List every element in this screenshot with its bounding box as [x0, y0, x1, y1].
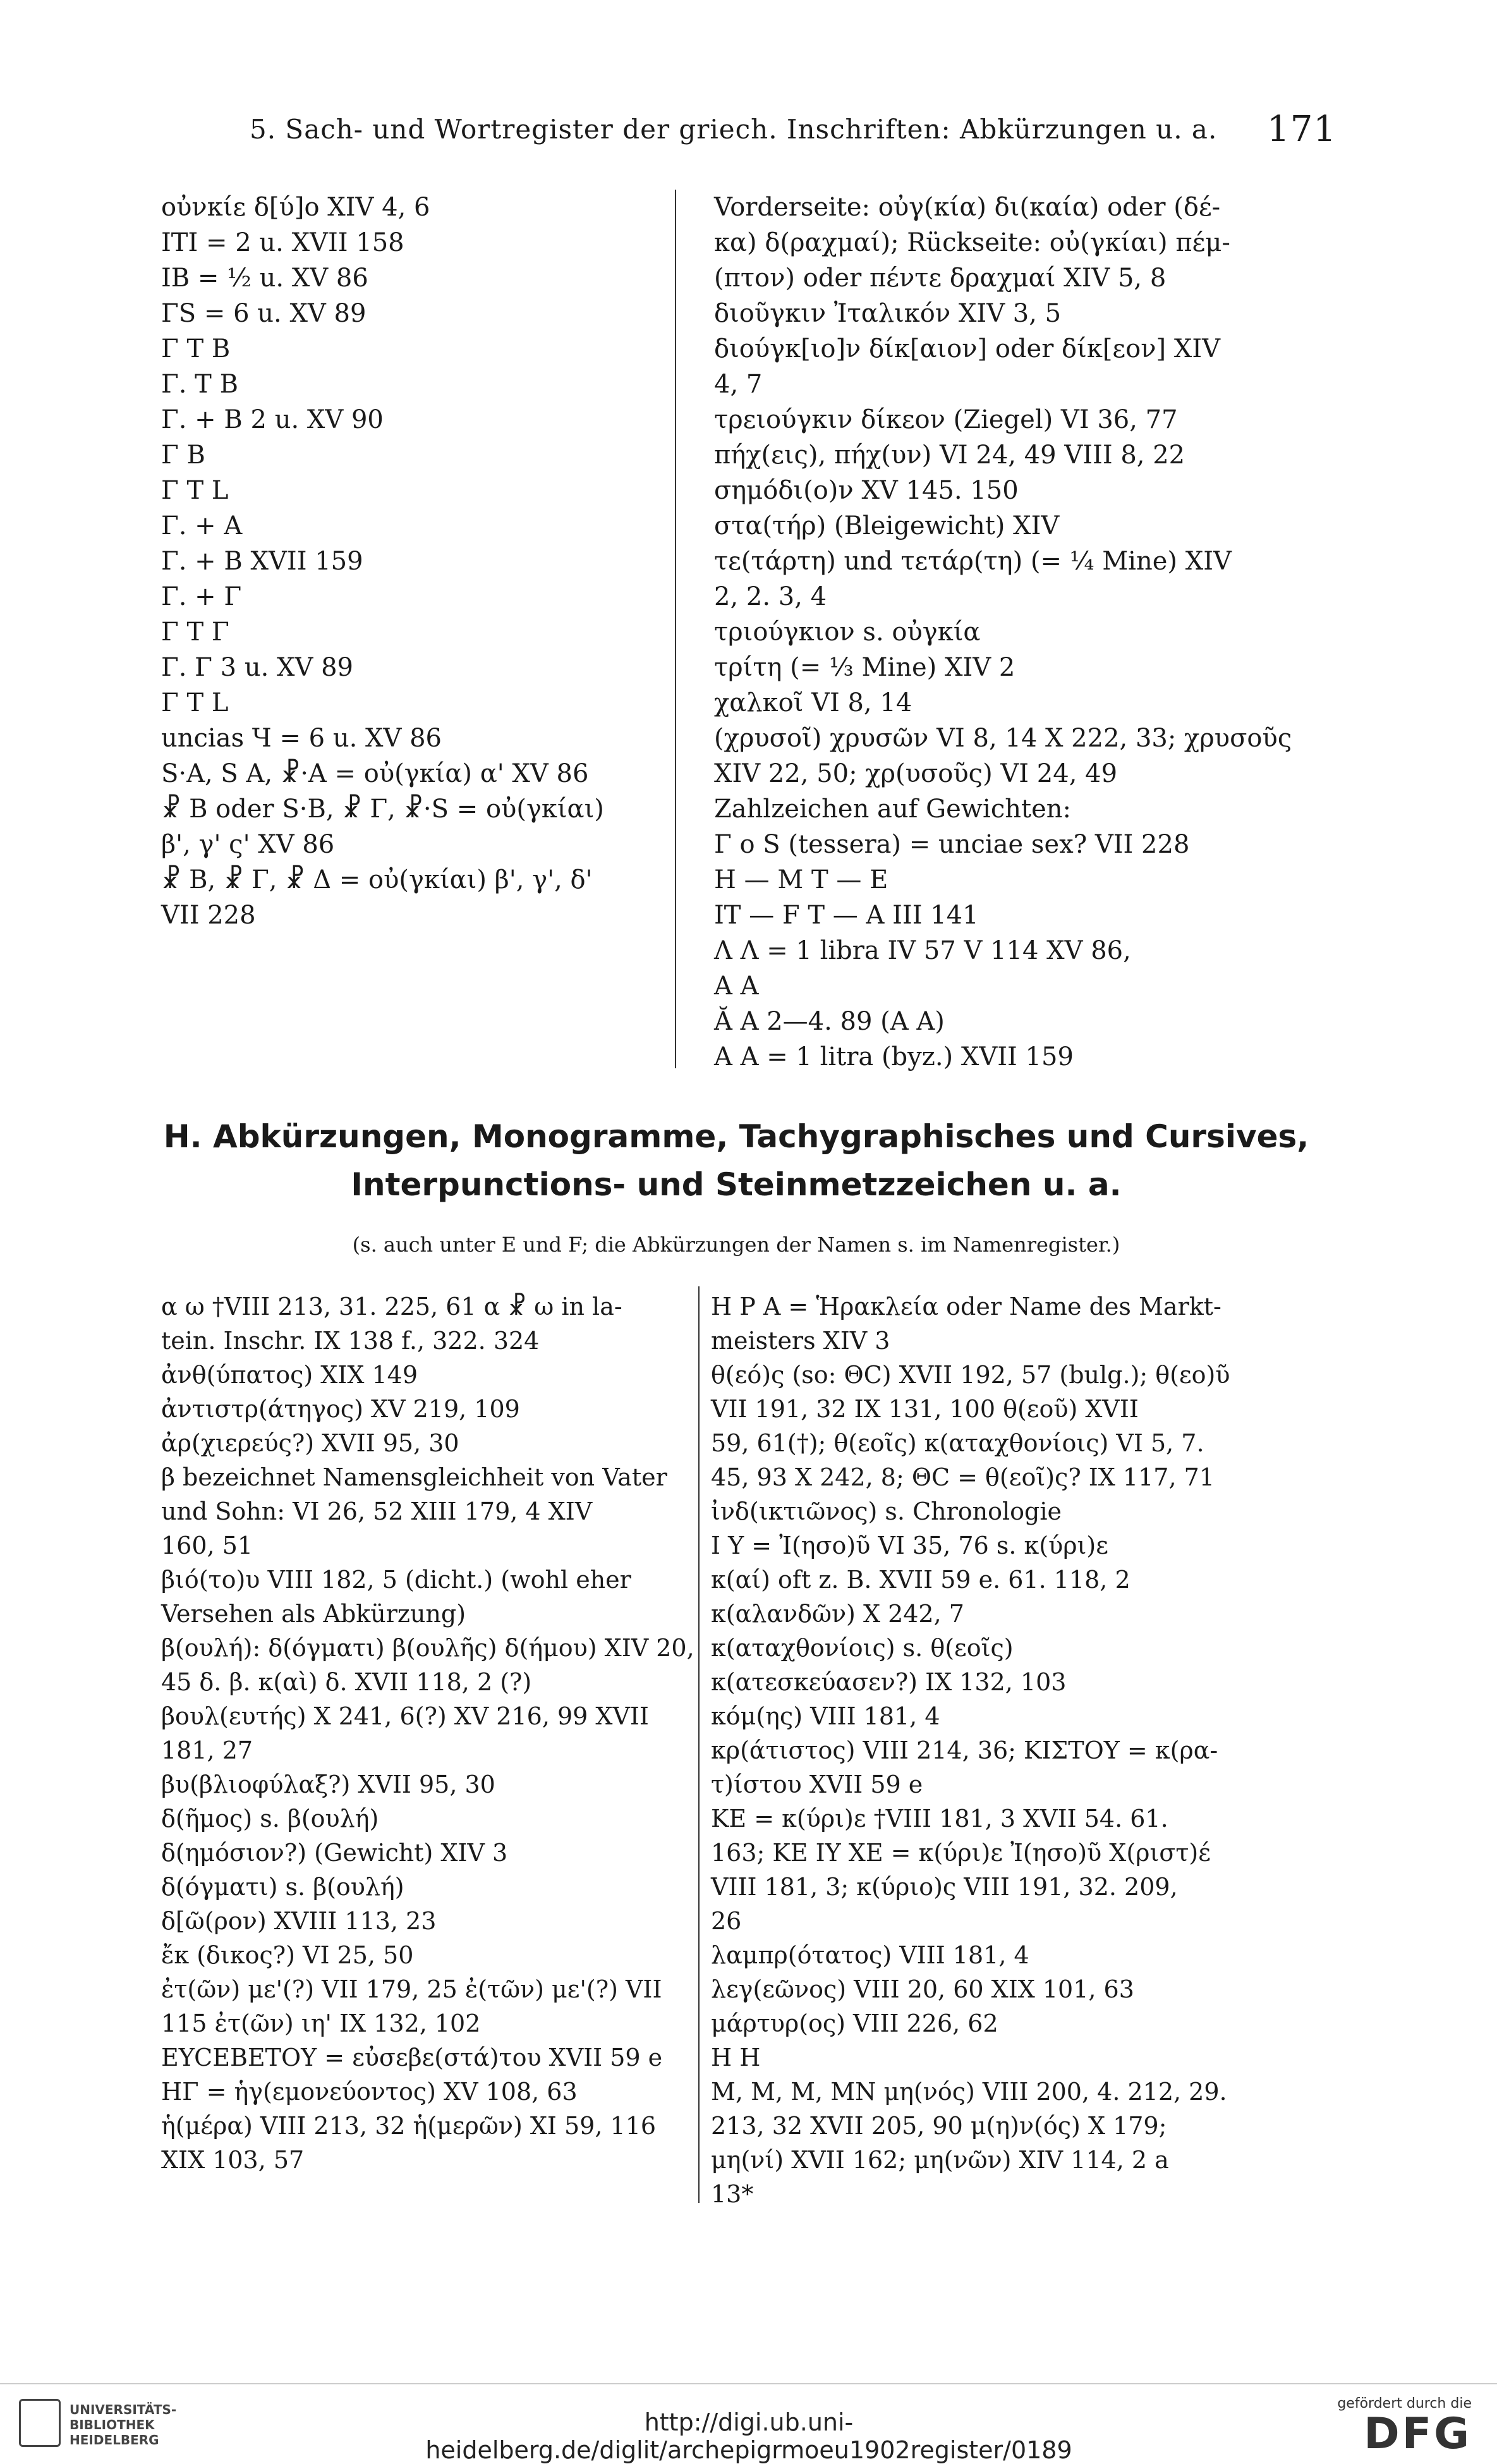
- index-line: α ω †VIII 213, 31. 225, 61 α ☧ ω in la-: [161, 1293, 622, 1320]
- index-line: κόμ(ης) VIII 181, 4: [711, 1702, 940, 1730]
- top-right-column: [714, 190, 1314, 1075]
- index-line: 2, 2. 3, 4: [714, 582, 827, 611]
- library-line: BIBLIOTHEK: [70, 2417, 155, 2432]
- index-line: Γ Β: [161, 441, 205, 470]
- index-line: β bezeichnet Namensgleichheit von Vater: [161, 1463, 667, 1491]
- index-line: κρ(άτιστος) VIII 214, 36; KIΣTOY = κ(ρα-: [711, 1736, 1218, 1764]
- index-line: Γ o S (tessera) = unciae sex? VII 228: [714, 830, 1190, 859]
- index-line: Γ Τ Β: [161, 334, 231, 363]
- index-line: 13*: [711, 2180, 754, 2208]
- index-line: λαμπρ(ότατος) VIII 181, 4: [711, 1941, 1029, 1969]
- index-line: uncias Ч = 6 u. XV 86: [161, 724, 442, 753]
- index-line: XIX 103, 57: [161, 2146, 305, 2174]
- index-line: Γ. Τ Β: [161, 370, 238, 399]
- index-line: 163; KE IY XE = κ(ύρι)ε Ἰ(ησο)ῦ X(ριστ)έ: [711, 1839, 1211, 1867]
- index-line: H — M T — E: [714, 865, 888, 894]
- index-line: λεγ(εῶνος) VIII 20, 60 XIX 101, 63: [711, 1975, 1134, 2003]
- index-line: κ(αί) oft z. B. XVII 59 e. 61. 118, 2: [711, 1566, 1130, 1594]
- index-line: ἡ(μέρα) VIII 213, 32 ἡ(μερῶν) XI 59, 116: [161, 2112, 657, 2140]
- running-head-title: 5. Sach- und Wortregister der griech. Inschriften: Abkürzungen u. a.: [250, 114, 1218, 145]
- index-line: Γ Τ L: [161, 688, 229, 717]
- index-line: κ(ατεσκεύασεν?) IX 132, 103: [711, 1668, 1067, 1696]
- index-line: VIII 181, 3; κ(ύριο)ς VIII 191, 32. 209,: [711, 1873, 1178, 1901]
- index-line: H H: [711, 2044, 761, 2071]
- index-line: Zahlzeichen auf Gewichten:: [714, 795, 1071, 824]
- section-heading-line2: Interpunctions- und Steinmetzzeichen u. a.: [351, 1166, 1122, 1203]
- index-line: ἀρ(χιερεύς?) XVII 95, 30: [161, 1429, 459, 1457]
- index-line: Versehen als Abkürzung): [161, 1600, 466, 1628]
- top-left-column: [161, 190, 667, 933]
- index-line: 213, 32 XVII 205, 90 μ(η)ν(ός) X 179;: [711, 2112, 1167, 2140]
- index-line: ΓS = 6 u. XV 89: [161, 299, 367, 328]
- library-line: UNIVERSITÄTS-: [70, 2402, 177, 2417]
- index-line: Γ. Γ 3 u. XV 89: [161, 653, 353, 682]
- index-line: A A = 1 litra (byz.) XVII 159: [714, 1042, 1074, 1071]
- index-line: βουλ(ευτής) X 241, 6(?) XV 216, 99 XVII: [161, 1702, 649, 1730]
- index-line: τριούγκιον s. οὐγκία: [714, 618, 981, 647]
- index-line: β', γ' ς' XV 86: [161, 830, 335, 859]
- index-line: βιό(το)υ VIII 182, 5 (dicht.) (wohl eher: [161, 1566, 631, 1594]
- index-line: HΓ = ἡγ(εμονεύοντος) XV 108, 63: [161, 2078, 578, 2106]
- index-line: 115 ἐτ(ῶν) ιη' IX 132, 102: [161, 2010, 481, 2037]
- index-line: Ă A 2—4. 89 (A A): [714, 1007, 945, 1036]
- index-line: Γ Τ L: [161, 476, 229, 505]
- index-line: ☧ B, ☧ Γ, ☧ Δ = οὐ(γκίαι) β', γ', δ': [161, 865, 593, 894]
- index-line: meisters XIV 3: [711, 1327, 890, 1355]
- index-line: ΙΒ = ½ u. XV 86: [161, 264, 368, 293]
- index-line: δ(ῆμος) s. β(ουλή): [161, 1805, 379, 1833]
- source-url-link[interactable]: http://digi.ub.uni-heidelberg.de/diglit/archepigrmoeu1902register/0189: [425, 2408, 1072, 2464]
- index-line: H P A = Ἡρακλεία oder Name des Markt-: [711, 1293, 1221, 1320]
- index-line: μη(νί) XVII 162; μη(νῶν) XIV 114, 2 a: [711, 2146, 1169, 2174]
- index-line: τ)ίστου XVII 59 e: [711, 1771, 923, 1798]
- column-divider: [698, 1286, 700, 2203]
- index-line: 26: [711, 1907, 742, 1935]
- index-line: EYCEBETOY = εὐσεβε(στά)του XVII 59 e: [161, 2044, 663, 2071]
- index-line: und Sohn: VI 26, 52 XIII 179, 4 XIV: [161, 1497, 593, 1525]
- index-line: δ(όγματι) s. β(ουλή): [161, 1873, 404, 1901]
- section-note: (s. auch unter E und F; die Abkürzungen der Namen s. im Namenregister.): [352, 1233, 1120, 1257]
- index-line: ἰνδ(ικτιῶνος) s. Chronologie: [711, 1497, 1062, 1525]
- index-line: διοῦγκιν Ἰταλικόν XIV 3, 5: [714, 299, 1062, 328]
- index-line: 59, 61(†); θ(εοῖς) κ(αταχθονίοις) VI 5, 7.: [711, 1429, 1204, 1457]
- index-line: 45 δ. β. κ(αὶ) δ. XVII 118, 2 (?): [161, 1668, 532, 1696]
- index-line: ἀνθ(ύπατος) XIX 149: [161, 1361, 418, 1389]
- index-line: KE = κ(ύρι)ε †VIII 181, 3 XVII 54. 61.: [711, 1805, 1168, 1833]
- index-line: ἔκ (δικος?) VI 25, 50: [161, 1941, 414, 1969]
- section-heading-line1: H. Abkürzungen, Monogramme, Tachygraphisches und Cursives,: [163, 1118, 1309, 1155]
- index-line: XIV 22, 50; χρ(υσοῦς) VI 24, 49: [714, 759, 1118, 788]
- index-line: ἐτ(ῶν) με'(?) VII 179, 25 ἐ(τῶν) με'(?) VII: [161, 1975, 662, 2003]
- index-line: (χρυσοῖ) χρυσῶν VI 8, 14 X 222, 33; χρυσοῦς: [714, 724, 1292, 753]
- index-line: δ(ημόσιον?) (Gewicht) XIV 3: [161, 1839, 508, 1867]
- index-line: 45, 93 X 242, 8; ΘC = θ(εοῖ)ς? IX 117, 71: [711, 1463, 1215, 1491]
- index-line: κ(αλανδῶν) X 242, 7: [711, 1600, 964, 1628]
- index-line: VII 191, 32 IX 131, 100 θ(εοῦ) XVII: [711, 1395, 1139, 1423]
- index-line: σημόδι(ο)ν XV 145. 150: [714, 476, 1019, 505]
- index-line: tein. Inschr. IX 138 f., 322. 324: [161, 1327, 540, 1355]
- dfg-logo: DFG: [1364, 2409, 1472, 2459]
- index-line: δ[ῶ(ρον) XVIII 113, 23: [161, 1907, 437, 1935]
- index-line: οὐνκίε δ[ύ]ο XIV 4, 6: [161, 193, 430, 222]
- index-line: Γ. + Γ: [161, 582, 242, 611]
- index-line: τρίτη (= ⅓ Mine) XIV 2: [714, 653, 1015, 682]
- index-line: β(ουλή): δ(όγματι) β(ουλῆς) δ(ήμου) XIV 20,: [161, 1634, 694, 1662]
- library-line: HEIDELBERG: [70, 2432, 159, 2448]
- index-line: κ(αταχθονίοις) s. θ(εοῖς): [711, 1634, 1014, 1662]
- index-line: Γ. + Β 2 u. XV 90: [161, 405, 384, 434]
- index-line: S·A, S A, ☧·A = οὐ(γκία) α' XV 86: [161, 759, 589, 788]
- index-line: I Y = Ἰ(ησο)ῦ VI 35, 76 s. κ(ύρι)ε: [711, 1532, 1108, 1559]
- index-line: Γ Τ Γ: [161, 618, 229, 647]
- index-line: (πτον) oder πέντε δραχμαί XIV 5, 8: [714, 264, 1167, 293]
- index-line: τρειούγκιν δίκεον (Ziegel) VI 36, 77: [714, 405, 1178, 434]
- index-line: VII 228: [161, 901, 256, 930]
- bottom-left-column: [161, 1290, 694, 2177]
- index-line: M, M, M, MN μη(νός) VIII 200, 4. 212, 29.: [711, 2078, 1227, 2106]
- index-line: τε(τάρτη) und τετάρ(τη) (= ¼ Mine) XIV: [714, 547, 1232, 576]
- index-line: Γ. + Α: [161, 511, 243, 540]
- footer-divider: [0, 2383, 1497, 2384]
- index-line: διούγκ[ιο]ν δίκ[αιον] oder δίκ[εον] XIV: [714, 334, 1221, 363]
- library-name: [19, 2402, 176, 2448]
- index-line: μάρτυρ(ος) VIII 226, 62: [711, 2010, 998, 2037]
- page-number: 171: [1267, 109, 1336, 150]
- index-line: χαλκοῖ VI 8, 14: [714, 688, 912, 717]
- index-line: 160, 51: [161, 1532, 253, 1559]
- index-line: IT — F T — A III 141: [714, 901, 979, 930]
- sponsor-label: gefördert durch die: [1337, 2396, 1472, 2412]
- index-line: Γ. + Β XVII 159: [161, 547, 363, 576]
- index-line: 181, 27: [161, 1736, 253, 1764]
- column-divider: [675, 190, 676, 1068]
- index-line: κα) δ(ραχμαί); Rückseite: οὐ(γκίαι) πέμ-: [714, 228, 1230, 257]
- sponsor: [1337, 2396, 1472, 2457]
- index-line: στα(τήρ) (Bleigewicht) XIV: [714, 511, 1060, 540]
- index-line: Λ Λ = 1 libra IV 57 V 114 XV 86,: [714, 936, 1131, 965]
- index-line: ΙΤΙ = 2 u. XVII 158: [161, 228, 404, 257]
- index-line: ☧ B oder S·B, ☧ Γ, ☧·S = οὐ(γκίαι): [161, 795, 604, 824]
- index-line: ἀντιστρ(άτηγος) XV 219, 109: [161, 1395, 520, 1423]
- bottom-right-column: [711, 1290, 1318, 2211]
- index-line: βυ(βλιοφύλαξ?) XVII 95, 30: [161, 1771, 495, 1798]
- index-line: A A: [714, 972, 759, 1001]
- index-line: Vorderseite: οὐγ(κία) δι(καία) oder (δέ-: [714, 193, 1221, 222]
- index-line: θ(εό)ς (so: ΘC) XVII 192, 57 (bulg.); θ(εο)ῦ: [711, 1361, 1230, 1389]
- section-heading: [161, 1113, 1311, 1209]
- index-line: πήχ(εις), πήχ(υν) VI 24, 49 VIII 8, 22: [714, 441, 1185, 470]
- index-line: 4, 7: [714, 370, 763, 399]
